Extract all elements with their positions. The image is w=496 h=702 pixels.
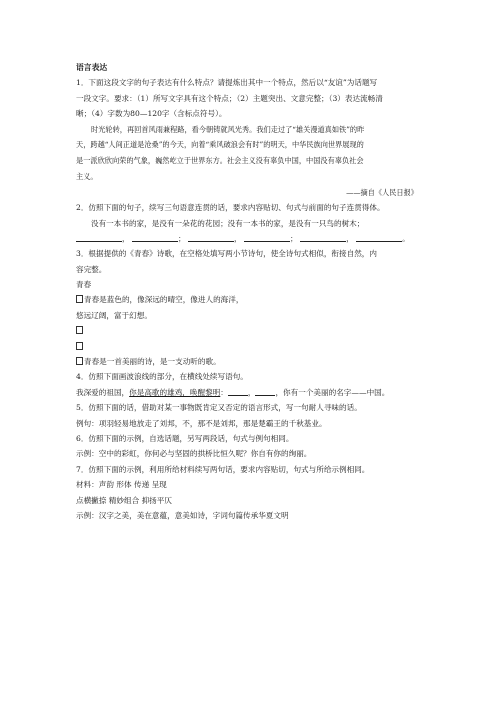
q1-passage-line3: 是一派欣欣向荣的气象，巍然屹立于世界东方。社会主义没有辜负中国，中国没有辜负社会 <box>76 156 364 166</box>
poem-title: 青春 <box>76 280 92 290</box>
q2-prompt: 2．仿照下面的句子，续写三句语意连贯的话，要求内容贴切、句式与前面的句子连贯得体。 <box>76 203 385 213</box>
q1-passage-line1: 时光轮转，再回首风雨兼程路，看今朝铸就风光秀。我们走过了“雄关漫道真如铁”的昨 <box>91 124 365 134</box>
poem-line-2: 悠远辽阔，富于幻想。 <box>76 310 152 320</box>
q6-prompt: 6．仿照下面的示例，自选话题，另写两段话，句式与例句相同。 <box>76 434 294 443</box>
poem-line-1: 青春是蓝色的，像深远的晴空，像进人的海洋， <box>76 292 422 307</box>
q1-prompt-line2: 一段文字。要求：（1）所写文字具有这个特点；（2）主题突出、文意完整；（3）表达流畅清 <box>76 93 383 103</box>
q7-example: 示例：汉字之美，美在意蕴，意美如诗，字词句篇传承华夏文明 <box>76 510 289 520</box>
section-heading: 语言表达 <box>76 63 108 72</box>
blank-5[interactable] <box>300 233 346 242</box>
placeholder-box-icon <box>76 326 83 334</box>
q4-sentence: 我深爱的祖国，你是高歌的雄鸡，唤醒黎明： ， ，你有一个美丽的名字——中国。 <box>76 387 390 397</box>
q4-prompt: 4．仿照下面画波浪线的部分，在横线处续写语句。 <box>76 372 248 382</box>
blank-3[interactable] <box>188 233 234 242</box>
q4-blank-2[interactable] <box>255 387 275 396</box>
blank-4[interactable] <box>244 233 290 242</box>
q1-passage-line2: 天，跨越“人间正道是沧桑”的今天，向着“乘风破浪会有时”的明天，中华民族向世界展现的 <box>76 140 364 150</box>
poem-blank-stanza-2[interactable] <box>76 339 422 354</box>
blank-6[interactable] <box>356 233 402 242</box>
poem-last-line: 青春是一首美丽的诗，是一支动听的歌。 <box>76 354 422 369</box>
q2-example: 没有一本书的家，是没有一朵花的花园；没有一本书的家，是没有一只鸟的树木； <box>91 218 365 228</box>
exercise-content <box>76 60 422 523</box>
q6-example: 示例：空中的彩虹，你何必与坚固的拱桥比恒久呢？你自有你的绚丽。 <box>76 449 312 459</box>
q4-blank-1[interactable] <box>228 387 248 396</box>
placeholder-box-icon <box>76 295 83 303</box>
q1-passage-line4: 主义。 <box>76 171 98 181</box>
q3-prompt-line1: 3．根据提供的《青春》诗歌，在空格处填写两小节诗句，使全诗句式相似，衔接自然，内 <box>76 249 377 259</box>
placeholder-box-icon <box>76 357 83 365</box>
poem-blank-stanza-1[interactable] <box>76 323 422 338</box>
q2-blanks: ， ； ， ； ， 。 <box>76 231 422 246</box>
q5-example: 例句：项羽轻易地放走了刘邦，不，那不是刘邦，那是楚霸王的千秋基业。 <box>76 418 327 428</box>
blank-2[interactable] <box>132 233 178 242</box>
q1-source: ——摘自《人民日报》 <box>346 187 418 197</box>
q1-prompt-line3: 晰；（4）字数为80—120字（含标点符号）。 <box>76 109 227 119</box>
q5-prompt: 5．仿照下面的话，借助对某一事物既肯定又否定的语言形式，写一句耐人寻味的话。 <box>76 403 362 413</box>
blank-1[interactable] <box>76 233 122 242</box>
q7-material-1: 材料：声韵 形体 传递 呈现 <box>76 480 167 490</box>
placeholder-box-icon <box>76 342 83 350</box>
q3-prompt-line2: 容完整。 <box>76 264 107 274</box>
q7-prompt: 7．仿照下面的示例，利用所给材料续写两句话，要求内容贴切，句式与所给示例相同。 <box>76 464 370 474</box>
q7-material-2: 点横撇捺 精妙组合 抑扬平仄 <box>76 495 172 505</box>
q1-prompt-line1: 1．下面这段文字的句子表达有什么特点？请提炼出其中一个特点，然后以“友谊”为话题写 <box>76 78 378 88</box>
wavy-underlined-text: 你是高歌的雄鸡，唤醒黎明 <box>129 387 221 397</box>
